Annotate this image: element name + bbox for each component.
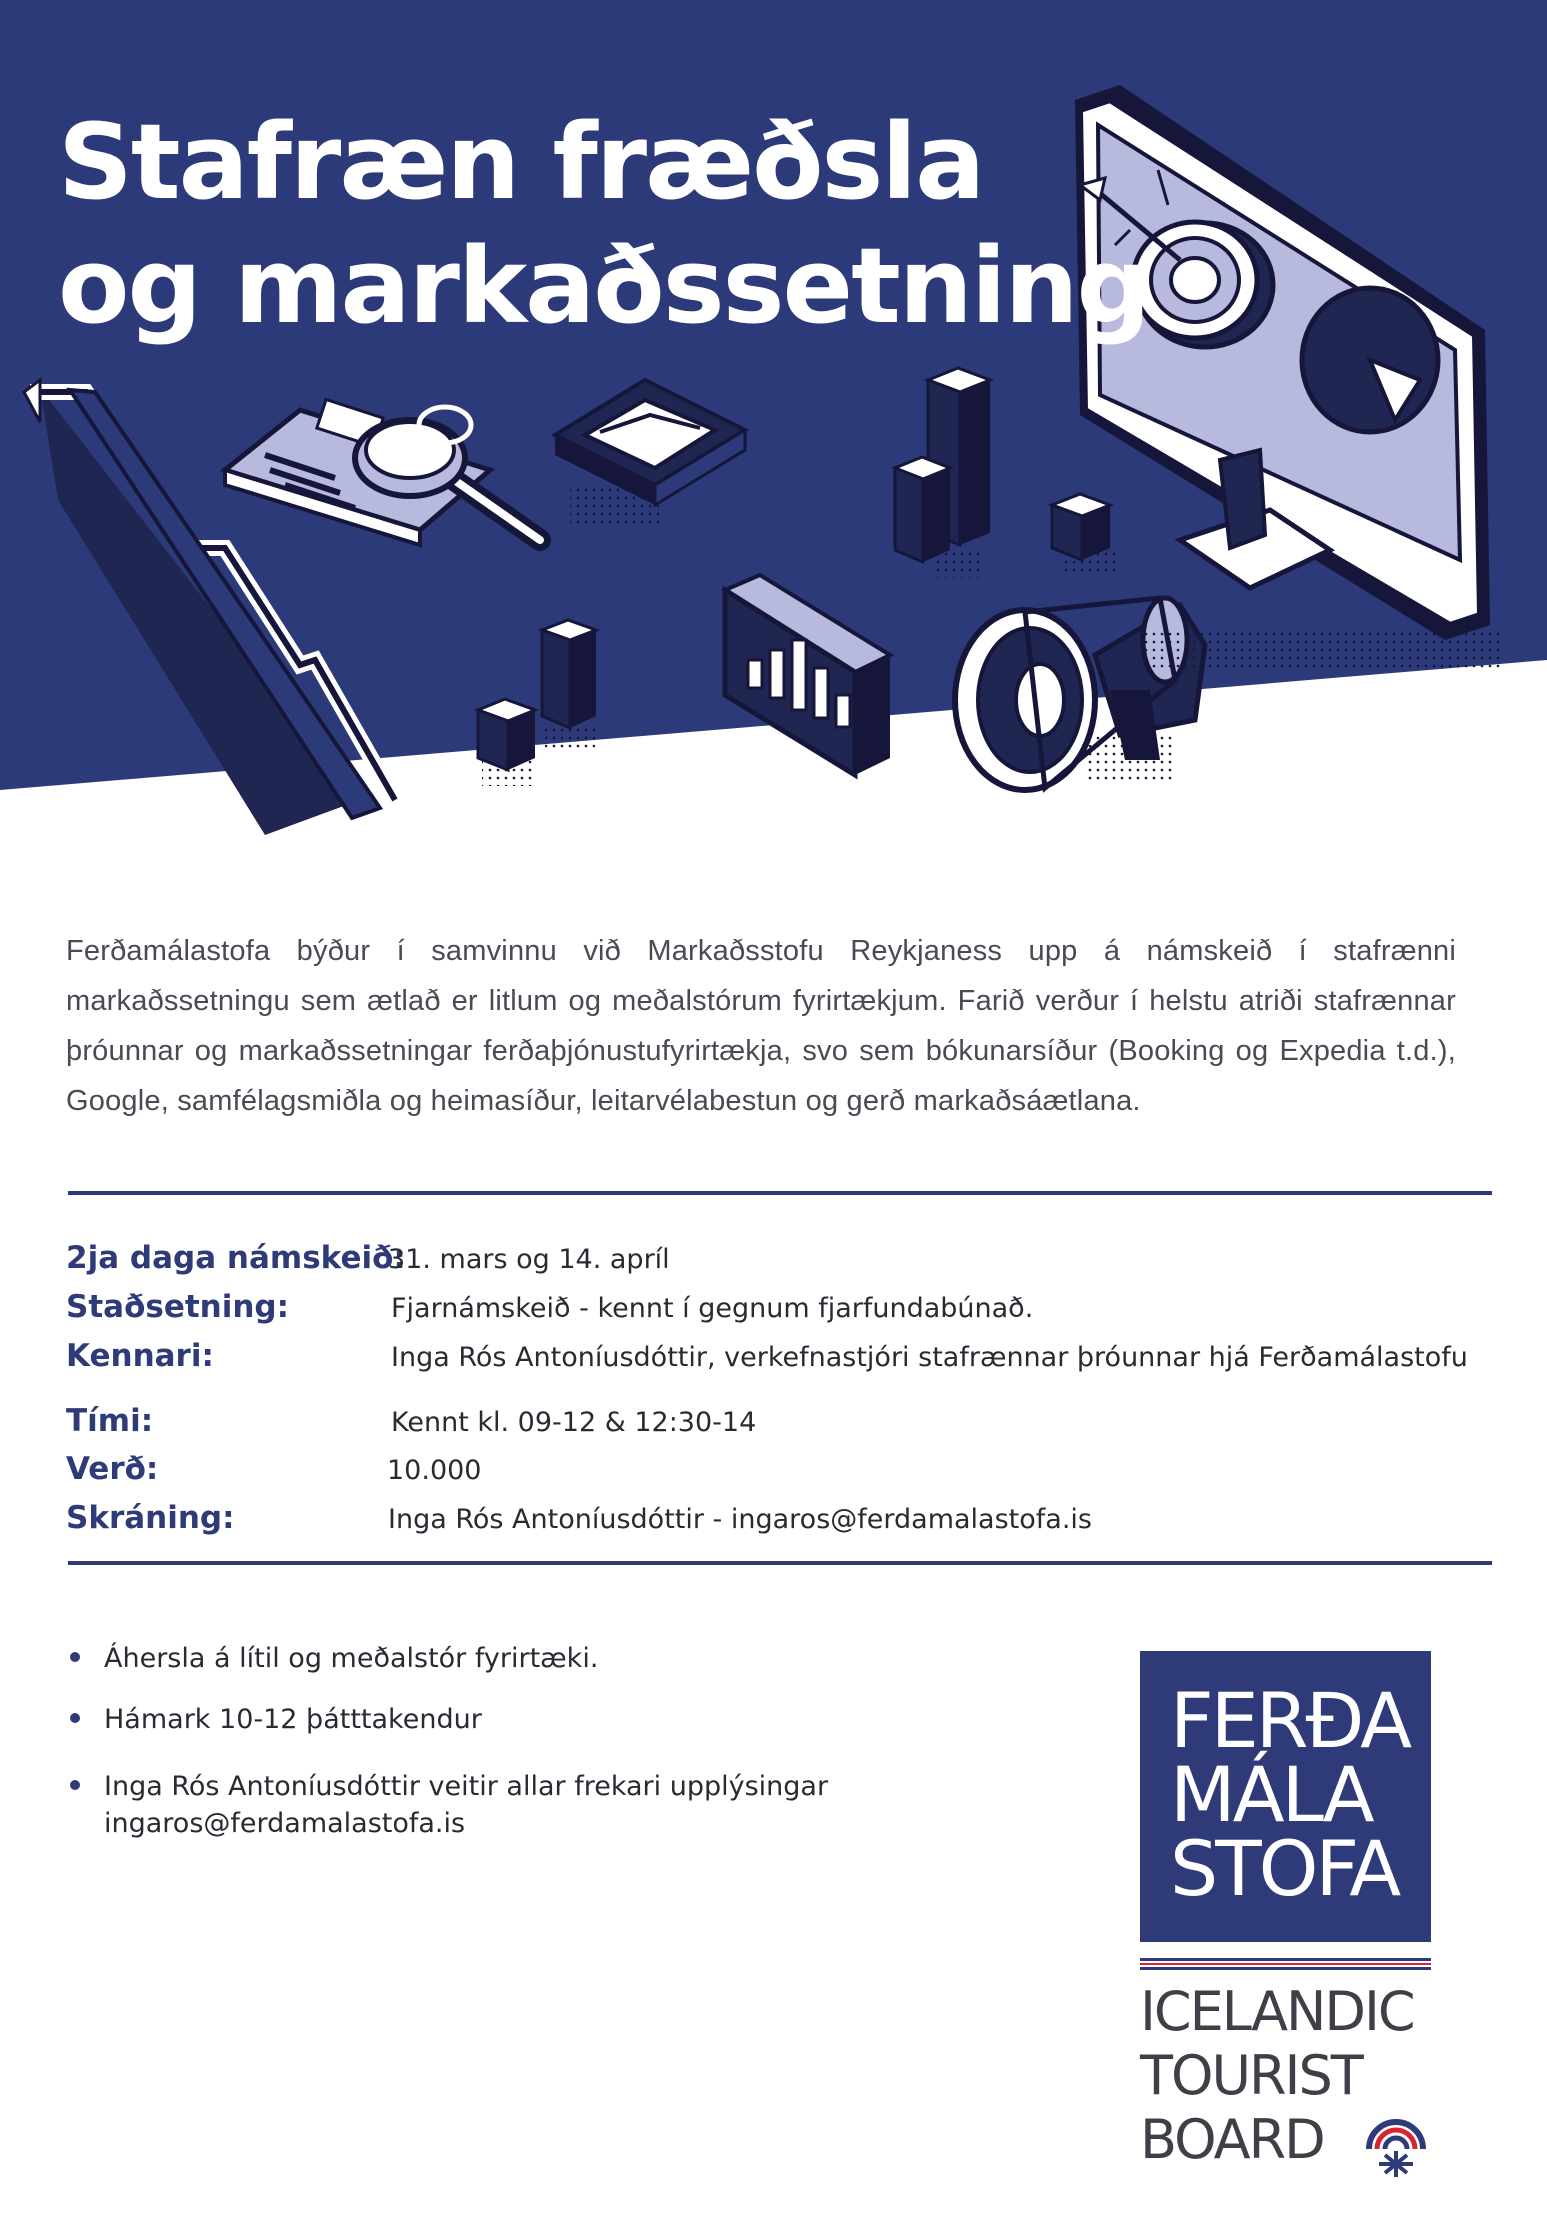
detail-label: Staðsetning:	[66, 1289, 290, 1325]
logo-text-line-3: BOARD	[1140, 2108, 1324, 2171]
detail-value: Fjarnámskeið - kennt í gegnum fjarfundabúnað.	[391, 1293, 1034, 1324]
bullet-dot-icon	[70, 1780, 80, 1790]
bullet-text: Hámark 10-12 þátttakendur	[104, 1704, 482, 1735]
detail-value: Inga Rós Antoníusdóttir, verkefnastjóri stafrænnar þróunnar hjá Ferðamálastofu	[391, 1342, 1468, 1373]
detail-value: Kennt kl. 09-12 & 12:30-14	[391, 1407, 757, 1438]
bullet-list	[70, 1640, 970, 1842]
intro-paragraph: Ferðamálastofa býður í samvinnu við Markaðsstofu Reykjaness upp á námskeið í stafrænni markaðssetningu sem ætlað er litlum og meðalstórum fyrirtækjum. Farið verður í helstu atriði stafrænnar þróunnar og markaðssetningar ferðaþjónustufyrirtækja, svo sem bókunarsíður (Booking og Expedia t.d.), Google, samfélagsmiðla og heimasíður, leitarvélabestun og gerð markaðsáætlana.	[66, 935, 1456, 1117]
detail-label: Verð:	[66, 1451, 159, 1487]
detail-label: Kennari:	[66, 1338, 214, 1374]
detail-label: Skráning:	[66, 1500, 235, 1536]
page-title	[58, 100, 1149, 348]
logo-box	[1140, 1651, 1431, 1942]
list-item	[70, 1768, 970, 1842]
divider-bottom	[68, 1561, 1492, 1565]
list-item	[70, 1640, 970, 1677]
bullet-text: Áhersla á lítil og meðalstór fyrirtæki.	[104, 1643, 599, 1674]
logo-text-line-2: TOURIST	[1140, 2044, 1362, 2107]
pie-chart-icon	[1302, 288, 1438, 432]
divider-top	[68, 1191, 1492, 1195]
detail-value: 10.000	[387, 1455, 482, 1486]
detail-value: 31. mars og 14. apríl	[388, 1244, 670, 1275]
detail-label: Tími:	[66, 1403, 154, 1439]
logo-line-2: MÁLA	[1170, 1750, 1372, 1839]
bullet-text: Inga Rós Antoníusdóttir veitir allar frekari upplýsingar	[104, 1771, 829, 1802]
detail-value: Inga Rós Antoníusdóttir - ingaros@ferdamalastofa.is	[388, 1504, 1092, 1535]
bullet-dot-icon	[70, 1652, 80, 1662]
title-line-1: Stafræn fræðsla	[58, 101, 984, 223]
detail-label: 2ja daga námskeið:	[66, 1240, 406, 1276]
emblem-icon	[1365, 2119, 1427, 2181]
logo-line-1: FERÐA	[1170, 1676, 1410, 1765]
title-line-2: og markaðssetning	[58, 225, 1149, 347]
logo-stripes	[1140, 1958, 1431, 1970]
logo-text-line-1: ICELANDIC	[1140, 1980, 1414, 2043]
bullet-email: ingaros@ferdamalastofa.is	[104, 1808, 466, 1839]
logo-line-3: STOFA	[1170, 1824, 1399, 1913]
bullet-dot-icon	[70, 1713, 80, 1723]
list-item	[70, 1701, 970, 1738]
